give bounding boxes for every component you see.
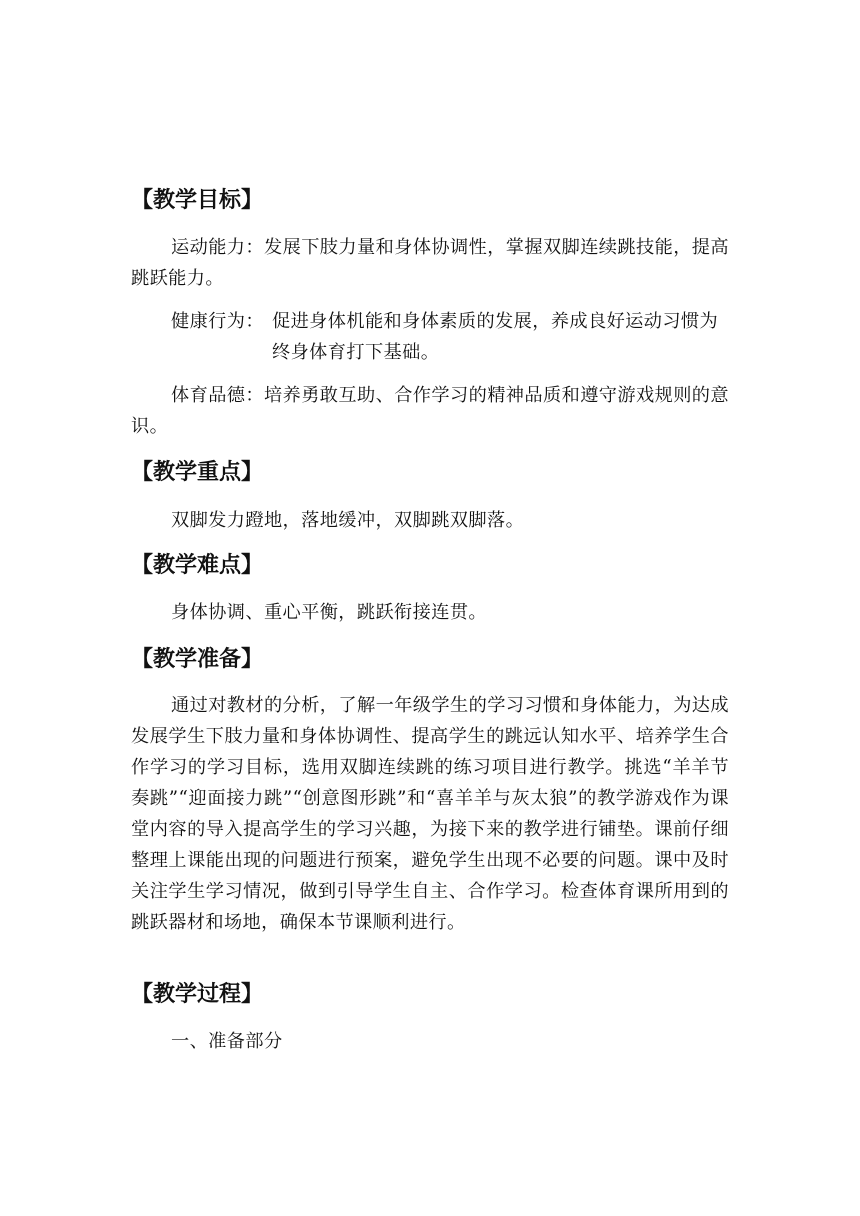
key-points-heading: 【教学重点】: [131, 460, 264, 485]
key-points-text: 双脚发力蹬地，落地缓冲，双脚跳双脚落。: [171, 510, 525, 531]
preparation-paragraph: 通过对教材的分析，了解一年级学生的学习习惯和身体能力，为达成发展学生下肢力量和身体协调性、提高学生的跳远认知水平、培养学生合作学习的学习目标，选用双脚连续跳的练习项目进行教学。挑选“羊羊节奏跳”“迎面接力跳”“创意图形跳”和“喜羊羊与灰太狼”的教学游戏作为课堂内容的导入提高学生的学习兴趣，为接下来的教学进行铺垫。课前仔细整理上课能出现的问题进行预案，避免学生出现不必要的问题。课中及时关注学生学习情况，做到引导学生自主、合作学习。检查体育课所用到的跳跃器材和场地，确保本节课顺利进行。: [131, 695, 729, 933]
health-behavior-paragraph: [171, 306, 731, 368]
preparation-heading: 【教学准备】: [131, 647, 264, 672]
difficulties-text: 身体协调、重心平衡，跳跃衔接连贯。: [171, 602, 487, 623]
goals-heading: 【教学目标】: [131, 188, 264, 213]
difficulties-heading: 【教学难点】: [131, 553, 264, 578]
health-behavior-text: 促进身体机能和身体素质的发展，养成良好运动习惯为终身体育打下基础。: [272, 311, 719, 363]
motor-ability-paragraph: 运动能力：发展下肢力量和身体协调性，掌握双脚连续跳技能，提高跳跃能力。: [131, 237, 729, 289]
process-heading: 【教学过程】: [131, 982, 264, 1007]
preparation-part-title: 一、准备部分: [171, 1031, 283, 1052]
sports-morality-paragraph: 体育品德：培养勇敢互助、合作学习的精神品质和遵守游戏规则的意识。: [131, 385, 729, 437]
health-behavior-label: 健康行为：: [171, 311, 264, 332]
